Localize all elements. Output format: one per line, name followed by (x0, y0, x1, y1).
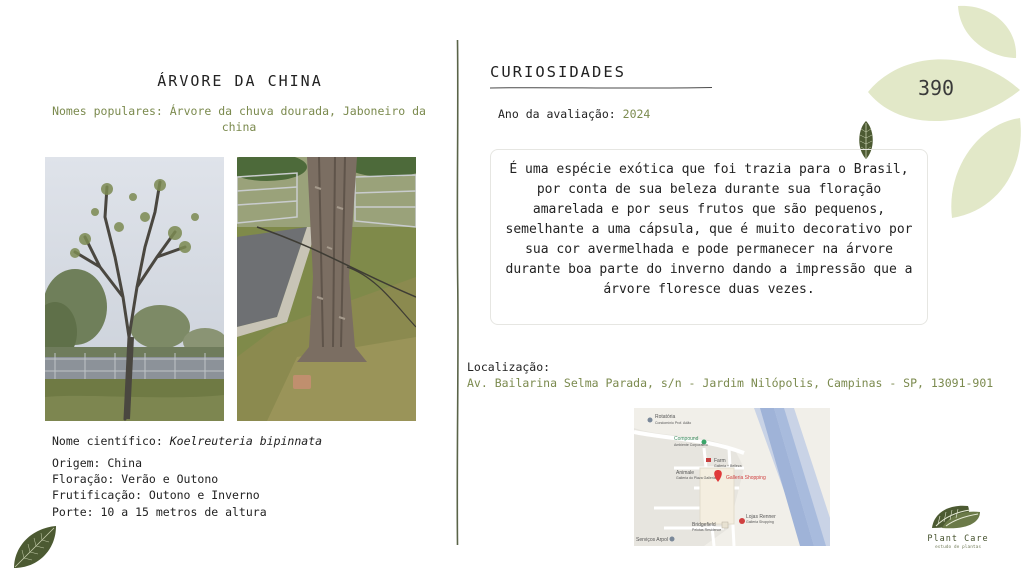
map-label-bridgefield-sub: Pelotas Residence (692, 528, 722, 532)
tree-photo (45, 157, 224, 421)
plant-care-logo-icon (928, 502, 984, 532)
scientific-label: Nome científico: (52, 434, 163, 448)
map-label-lojas: Lojas Renner (746, 514, 776, 520)
leaf-icon (10, 522, 60, 572)
evaluation-year (498, 107, 650, 121)
year-label: Ano da avaliação: (498, 107, 616, 121)
scientific-name-line (52, 434, 322, 448)
map-label-shopping: Galleria Shopping (726, 475, 766, 481)
fruiting: Frutificação: Outono e Inverno (52, 488, 260, 502)
trunk-photo (237, 157, 416, 421)
curiosities-text: É uma espécie exótica que foi trazia para o Brasil, por conta de sua beleza durante sua floração amarelada e por seus frutos que são pequenos, semelhante a uma cápsula, que é muito decorativo por sua cor avermelhada e pode permanecer na árvore durante boa parte do inverno dando a impressão que a árvore floresce duas vezes. (490, 149, 928, 325)
map-label-compound-sub: Ambiente Corporativo (674, 443, 708, 447)
plant-title: ÁRVORE DA CHINA (157, 72, 323, 90)
map-label-farm: Farm (714, 458, 726, 464)
page-number: 390 (917, 76, 955, 100)
map-label-animale-sub: Galleria do Plaza Galleria (676, 476, 716, 480)
map-label-animale: Animale (676, 470, 695, 476)
scientific-name: Koelreuteria bipinnata (169, 434, 323, 448)
curiosities-title: CURIOSIDADES (490, 63, 626, 81)
location-address: Av. Bailarina Selma Parada, s/n - Jardim Nilópolis, Campinas - SP, 13091-901 (467, 376, 994, 390)
map-label-roundabout-sub: Condomínio Prof. Adão (655, 421, 692, 425)
flowering: Floração: Verão e Outono (52, 472, 219, 486)
brand-name: Plant Care (927, 534, 989, 544)
brand-tagline: estudo de plantas (934, 545, 982, 550)
map-label-roundabout: Rotatória (655, 414, 676, 420)
map-label-farm-sub: Galleria + Belleza (714, 464, 742, 468)
title-underline (490, 86, 712, 90)
map-label-lojas-sub: Galleria Shopping (746, 520, 774, 524)
location-map[interactable] (634, 408, 830, 546)
map-label-compound: Compound (674, 436, 699, 442)
map-label-bridgefield: Bridgefield (692, 522, 716, 528)
plant-size: Porte: 10 a 15 metros de altura (52, 505, 267, 519)
year-value: 2024 (622, 107, 651, 121)
vertical-divider (456, 40, 459, 545)
map-label-servicos: Serviços Arpol (636, 537, 668, 543)
popular-names: Nomes populares: Árvore da chuva dourada, Jaboneiro da china (52, 104, 426, 134)
origin: Origem: China (52, 456, 143, 470)
location-label: Localização: (467, 360, 551, 374)
